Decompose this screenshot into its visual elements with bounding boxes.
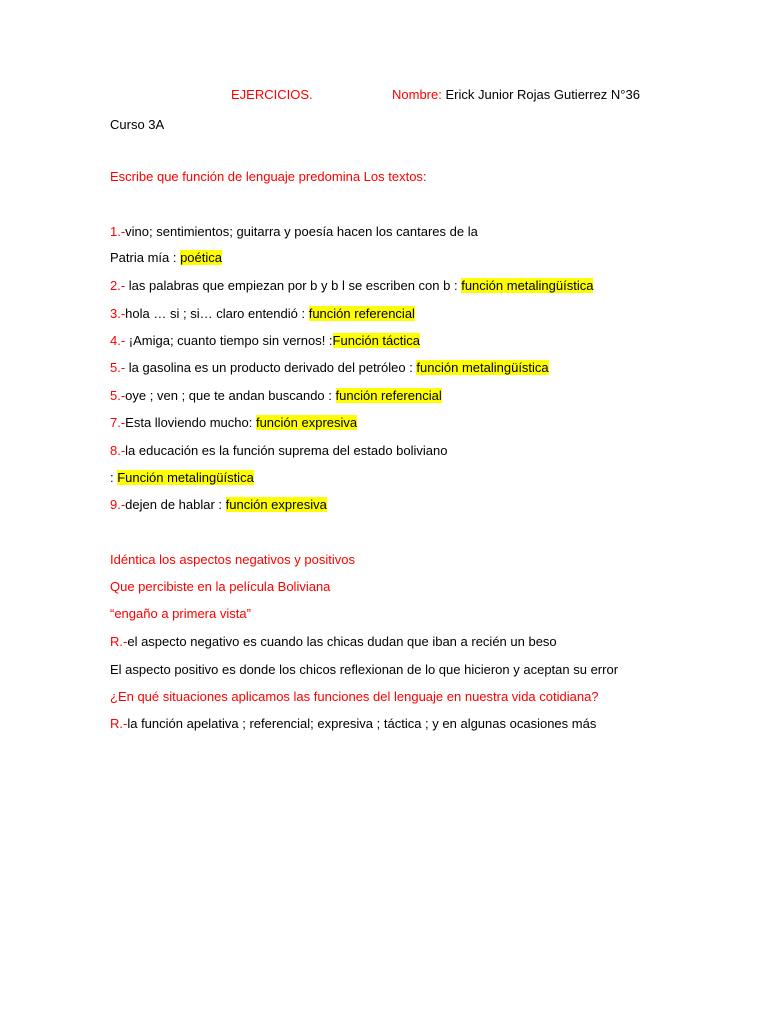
name-label: Nombre: <box>392 87 442 102</box>
item-4 <box>110 333 420 349</box>
item-answer: función referencial <box>308 306 415 321</box>
item-number: 5.- <box>110 388 126 403</box>
movie-title: “engaño a primera vista” <box>110 606 251 621</box>
item-number: 3.- <box>110 306 126 321</box>
item-text: la educación es la función suprema del estado boliviano <box>125 443 448 458</box>
exercise-title: EJERCICIOS. <box>231 87 313 102</box>
course-label: Curso 3A <box>110 117 165 132</box>
answer-text: la función apelativa ; referencial; expresiva ; táctica ; y en algunas ocasiones más <box>127 716 597 731</box>
item-answer: función expresiva <box>225 497 327 512</box>
item-1-continued <box>110 250 222 266</box>
answer-label: R.- <box>110 716 128 731</box>
item-text: hola … si ; si… claro entendió : <box>125 306 309 321</box>
item-text: Esta lloviendo mucho: <box>125 415 256 430</box>
answer-text: el aspecto negativo es cuando las chicas dudan que iban a recién un beso <box>127 634 557 649</box>
item-answer: Función metalingüística <box>117 470 254 485</box>
item-answer: función metalingüística <box>461 278 594 293</box>
answer-label: R.- <box>110 634 128 649</box>
name-line <box>392 87 640 103</box>
item-6 <box>110 388 442 404</box>
item-number: 8.- <box>110 443 126 458</box>
item-answer: función metalingüística <box>416 360 549 375</box>
item-answer: poética <box>180 250 222 265</box>
item-number: 2.- <box>110 278 126 293</box>
item-number: 4.- <box>110 333 126 348</box>
item-answer: función referencial <box>335 388 442 403</box>
answer-positive: El aspecto positivo es donde los chicos reflexionan de lo que hicieron y aceptan su error <box>110 662 619 677</box>
item-8-continued <box>110 470 254 486</box>
item-5 <box>110 360 549 376</box>
answer-functions <box>110 716 596 732</box>
item-3 <box>110 306 415 322</box>
item-text: dejen de hablar : <box>125 497 226 512</box>
question-aspects: Idéntica los aspectos negativos y positivos <box>110 552 355 567</box>
item-number: 7.- <box>110 415 126 430</box>
item-1 <box>110 224 478 240</box>
question-movie: Que percibiste en la película Boliviana <box>110 579 331 594</box>
item-text: oye ; ven ; que te andan buscando : <box>125 388 336 403</box>
student-name: Erick Junior Rojas Gutierrez N°36 <box>445 87 640 102</box>
item-number: 1.- <box>110 224 126 239</box>
item-text: vino; sentimientos; guitarra y poesía hacen los cantares de la <box>125 224 478 239</box>
item-text: las palabras que empiezan por b y b l se escriben con b : <box>125 278 462 293</box>
item-2 <box>110 278 593 294</box>
item-number: 5.- <box>110 360 126 375</box>
item-9 <box>110 497 327 513</box>
item-text: ¡Amiga; cuanto tiempo sin vernos! : <box>125 333 333 348</box>
item-number: 9.- <box>110 497 126 512</box>
item-text: : <box>110 470 118 485</box>
item-answer: Función táctica <box>332 333 420 348</box>
item-8 <box>110 443 448 459</box>
instruction: Escribe que función de lenguaje predomina Los textos: <box>110 169 427 184</box>
answer-negative <box>110 634 557 650</box>
item-text: Patria mía : <box>110 250 181 265</box>
question-functions: ¿En qué situaciones aplicamos las funciones del lenguaje en nuestra vida cotidiana? <box>110 689 599 704</box>
item-text: la gasolina es un producto derivado del petróleo : <box>125 360 417 375</box>
item-7 <box>110 415 357 431</box>
item-answer: función expresiva <box>255 415 358 430</box>
